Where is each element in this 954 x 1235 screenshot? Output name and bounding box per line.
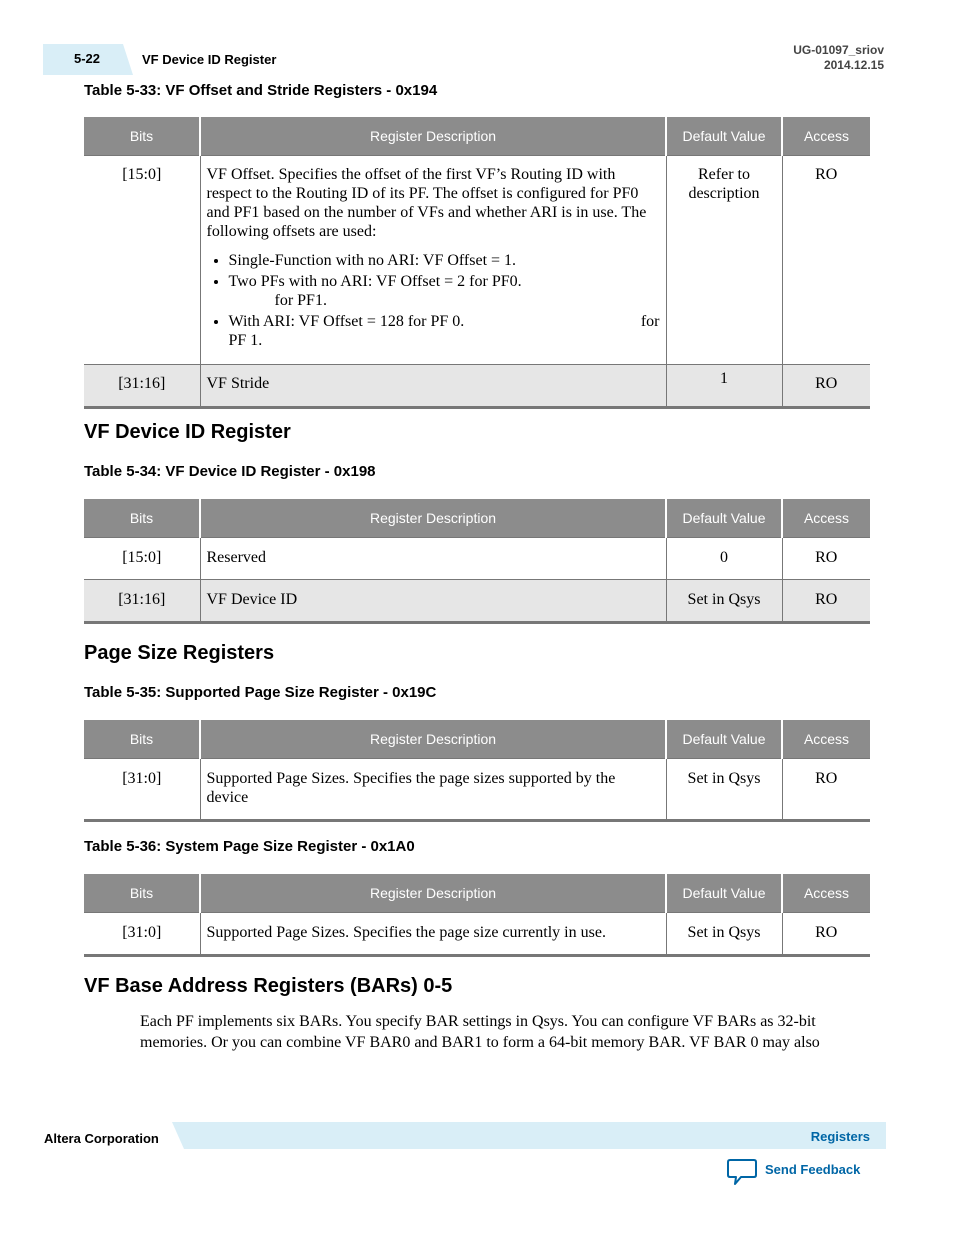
cell-description: Supported Page Sizes. Specifies the page size currently in use. bbox=[200, 913, 666, 956]
cell-description: VF Device ID bbox=[200, 580, 666, 623]
document-date: 2014.12.15 bbox=[823, 58, 884, 72]
table-caption-5-36: Table 5-36: System Page Size Register - 0x1A0 bbox=[84, 838, 415, 855]
col-access: Access bbox=[782, 117, 870, 156]
col-access: Access bbox=[782, 720, 870, 759]
description-text: VF Offset. Specifies the offset of the first VF’s Routing ID with respect to the Routing ID of its PF. The offset is configured for PF0 and PF1 based on the number of VFs and whether ARI is in use. The following offsets are used: bbox=[206, 166, 647, 240]
table-vf-device-id bbox=[84, 499, 870, 624]
cell-access: RO bbox=[782, 365, 870, 408]
section-heading-vf-device-id: VF Device ID Register bbox=[84, 421, 291, 443]
cell-default: 0 bbox=[666, 538, 782, 580]
col-description: Register Description bbox=[200, 117, 666, 156]
col-description: Register Description bbox=[200, 499, 666, 538]
send-feedback-link[interactable]: Send Feedback bbox=[765, 1162, 861, 1177]
table-vf-offset-stride bbox=[84, 117, 870, 409]
table-row bbox=[84, 580, 870, 623]
cell-bits: [31:16] bbox=[84, 580, 200, 623]
table-row bbox=[84, 156, 870, 365]
cell-description: Supported Page Sizes. Specifies the page sizes supported by the device bbox=[200, 759, 666, 821]
col-bits: Bits bbox=[84, 874, 200, 913]
table-caption-5-33: Table 5-33: VF Offset and Stride Registers - 0x194 bbox=[84, 82, 438, 99]
table-row bbox=[84, 538, 870, 580]
table-row bbox=[84, 759, 870, 821]
offset-list bbox=[207, 251, 660, 350]
cell-default: Refer to description bbox=[666, 156, 782, 365]
col-default: Default Value bbox=[666, 499, 782, 538]
table-header-row bbox=[84, 720, 870, 759]
col-bits: Bits bbox=[84, 499, 200, 538]
cell-description: Reserved bbox=[200, 538, 666, 580]
cell-access: RO bbox=[782, 538, 870, 580]
cell-bits: [31:0] bbox=[84, 759, 200, 821]
col-bits: Bits bbox=[84, 720, 200, 759]
cell-access: RO bbox=[782, 580, 870, 623]
cell-default: Set in Qsys bbox=[666, 759, 782, 821]
footer-company: Altera Corporation bbox=[44, 1131, 159, 1146]
cell-bits: [15:0] bbox=[84, 538, 200, 580]
list-item-continuation: for PF1. bbox=[274, 292, 327, 309]
footer-band bbox=[172, 1122, 886, 1149]
cell-access: RO bbox=[782, 759, 870, 821]
list-item-text: Two PFs with no ARI: VF Offset = 2 for PF0. bbox=[228, 273, 522, 290]
table-caption-5-34: Table 5-34: VF Device ID Register - 0x198 bbox=[84, 463, 376, 480]
cell-default: 1 bbox=[666, 365, 782, 408]
table-header-row bbox=[84, 117, 870, 156]
table-supported-page-size bbox=[84, 720, 870, 822]
col-default: Default Value bbox=[666, 874, 782, 913]
table-system-page-size bbox=[84, 874, 870, 957]
cell-access: RO bbox=[782, 156, 870, 365]
col-description: Register Description bbox=[200, 720, 666, 759]
cell-bits: [31:0] bbox=[84, 913, 200, 956]
col-description: Register Description bbox=[200, 874, 666, 913]
cell-default: Set in Qsys bbox=[666, 580, 782, 623]
footer-chapter-link[interactable]: Registers bbox=[810, 1129, 870, 1144]
cell-default: Set in Qsys bbox=[666, 913, 782, 956]
document-id bbox=[793, 43, 884, 73]
running-header-title: VF Device ID Register bbox=[142, 52, 277, 67]
list-item-for: for bbox=[640, 313, 660, 330]
cell-bits: [31:16] bbox=[84, 365, 200, 408]
section-heading-vf-bars: VF Base Address Registers (BARs) 0-5 bbox=[84, 975, 453, 997]
cell-bits: [15:0] bbox=[84, 156, 200, 365]
page-number: 5-22 bbox=[74, 51, 101, 66]
col-bits: Bits bbox=[84, 117, 200, 156]
table-header-row bbox=[84, 499, 870, 538]
list-item-continuation: PF 1. bbox=[228, 332, 263, 349]
section-heading-page-size: Page Size Registers bbox=[84, 642, 275, 664]
table-caption-5-35: Table 5-35: Supported Page Size Register - 0x19C bbox=[84, 684, 437, 701]
list-item bbox=[229, 272, 660, 310]
list-item bbox=[229, 312, 660, 350]
table-row bbox=[84, 913, 870, 956]
cell-access: RO bbox=[782, 913, 870, 956]
col-default: Default Value bbox=[666, 117, 782, 156]
bars-paragraph: Each PF implements six BARs. You specify BAR settings in Qsys. You can configure VF BARs as 32-bit memories. Or you can combine VF BAR0 and BAR1 to form a 64-bit memory BAR. VF BAR 0 may also bbox=[140, 1013, 820, 1051]
cell-description bbox=[200, 156, 666, 365]
list-item-text: • With ARI: VF Offset = 128 for PF 0. bbox=[228, 313, 465, 330]
col-default: Default Value bbox=[666, 720, 782, 759]
list-item: • Single-Function with no ARI: VF Offset = 1. bbox=[229, 251, 660, 270]
feedback-icon[interactable] bbox=[727, 1158, 757, 1186]
col-access: Access bbox=[782, 874, 870, 913]
table-header-row bbox=[84, 874, 870, 913]
cell-description: VF Stride bbox=[200, 365, 666, 408]
col-access: Access bbox=[782, 499, 870, 538]
document-code: UG-01097_sriov bbox=[793, 43, 884, 57]
table-row bbox=[84, 365, 870, 408]
